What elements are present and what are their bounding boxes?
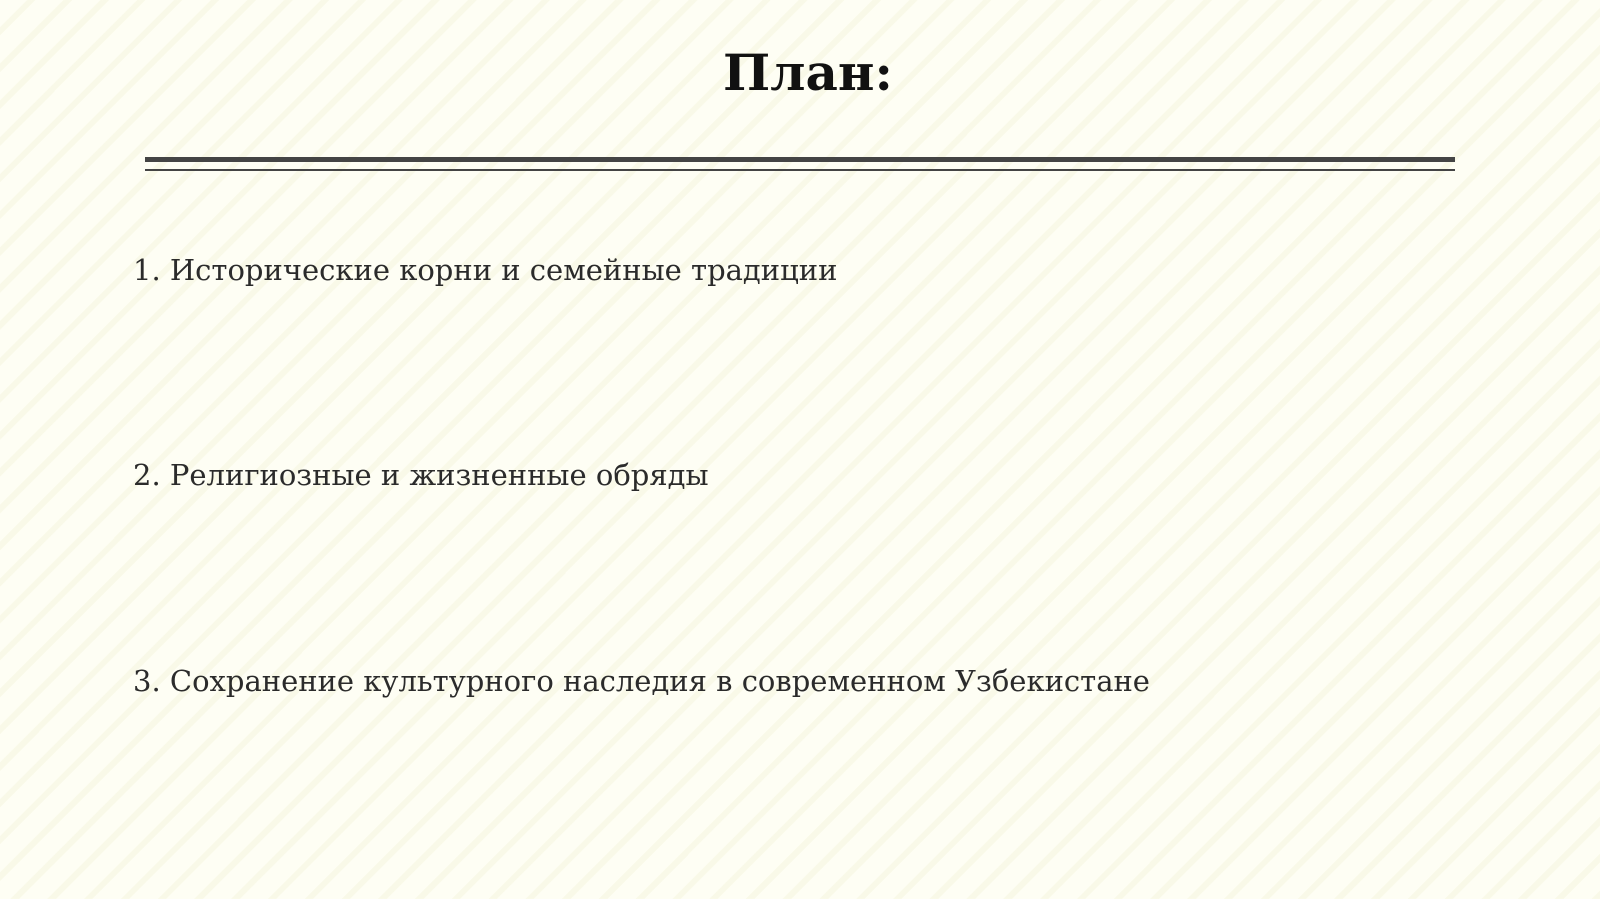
slide-title: План:: [723, 43, 893, 102]
plan-item: 3. Сохранение культурного наследия в современном Узбекистане: [133, 664, 1150, 698]
plan-item: 1. Исторические корни и семейные традиции: [133, 253, 838, 287]
title-divider-thin: [145, 169, 1455, 171]
plan-item: 2. Религиозные и жизненные обряды: [133, 458, 709, 492]
title-divider-thick: [145, 157, 1455, 162]
